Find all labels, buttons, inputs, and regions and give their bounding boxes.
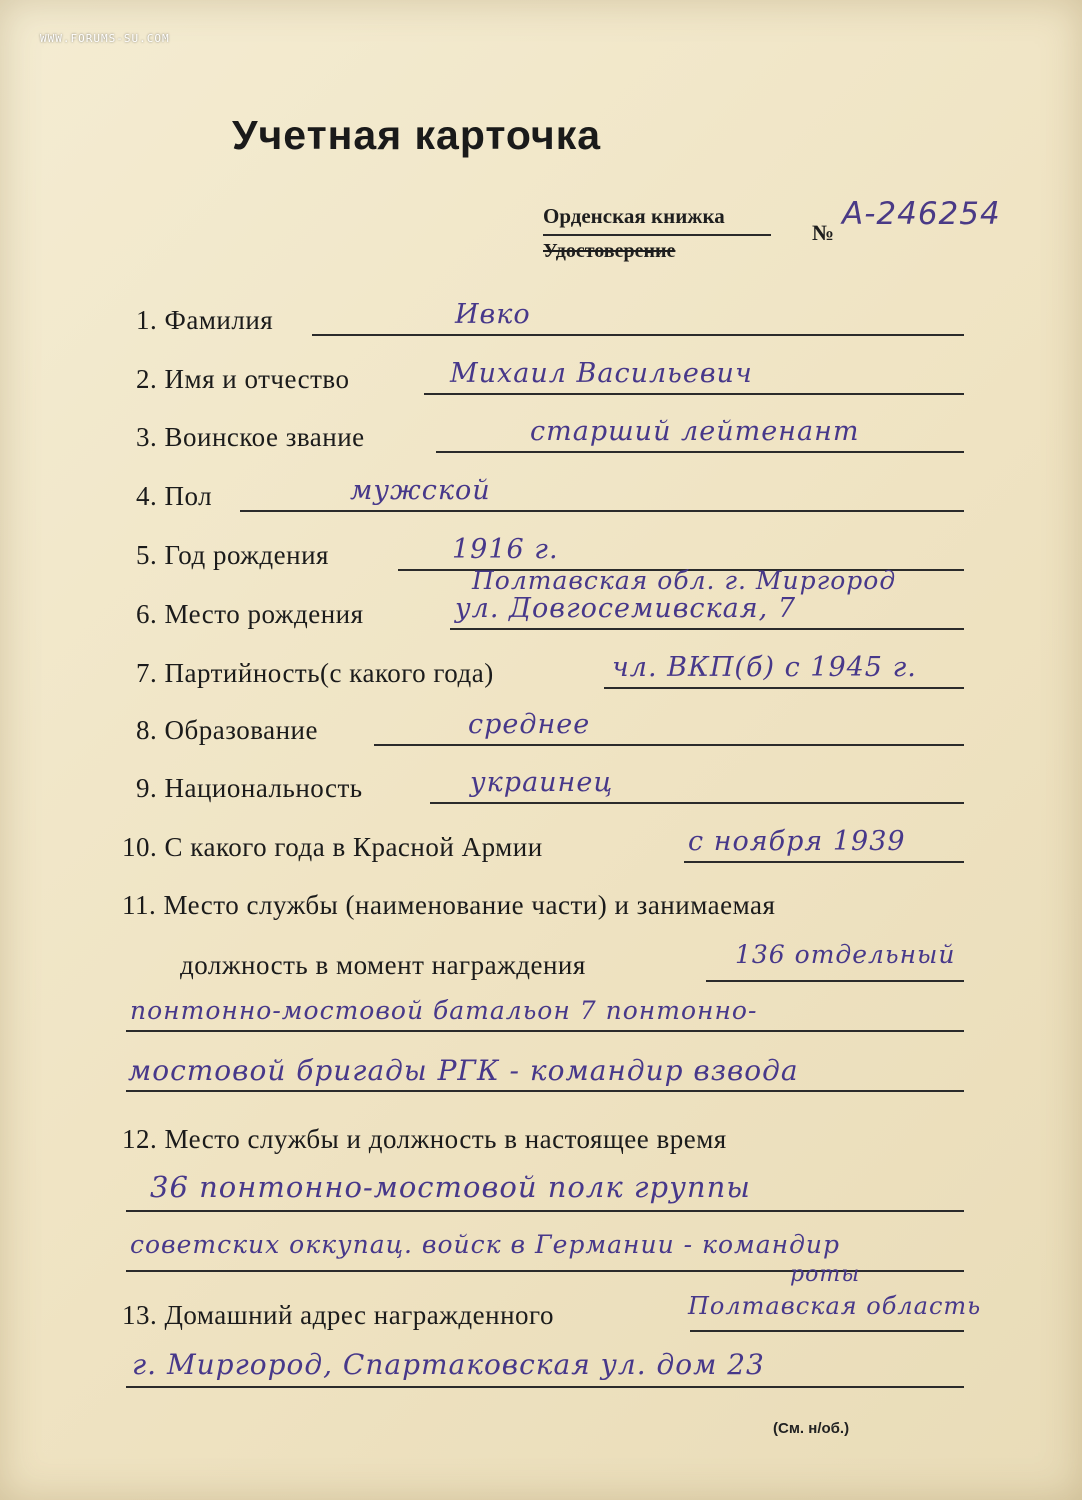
field-row-sex xyxy=(0,466,1082,526)
field-label: 3. Воинское звание xyxy=(136,422,365,452)
field-row-army-since xyxy=(0,817,1082,877)
field11-value3: мостовой бригады РГК - командир взвода xyxy=(128,1054,799,1087)
field11-label-line1: 11. Место службы (наименование части) и занимаемая xyxy=(122,890,776,920)
page-title: Учетная карточка xyxy=(232,112,602,158)
fill-line xyxy=(706,980,964,982)
field12-value1: 36 понтонно-мостовой полк группы xyxy=(150,1170,751,1204)
field12-value2: советских оккупац. войск в Германии - командир xyxy=(130,1230,841,1259)
field-value: ул. Довгосемивская, 7 xyxy=(455,593,796,624)
field-label: 1. Фамилия xyxy=(136,305,274,335)
field-value: с ноября 1939 xyxy=(688,826,906,857)
field-row-education xyxy=(0,700,1082,760)
field12-label-line1: 12. Место службы и должность в настоящее время xyxy=(122,1124,727,1154)
field-label: 7. Партийность(с какого года) xyxy=(136,658,494,688)
field-row-party xyxy=(0,643,1082,703)
fill-line xyxy=(436,451,964,453)
field-value: украинец xyxy=(470,767,614,798)
field-value: мужской xyxy=(350,475,491,506)
fill-line xyxy=(430,802,964,804)
fill-line xyxy=(374,744,964,746)
field-value: среднее xyxy=(468,709,591,740)
fill-line xyxy=(240,510,964,512)
field13-label: 13. Домашний адрес награжденного xyxy=(122,1300,554,1330)
field-value: старший лейтенант xyxy=(530,416,860,447)
doc-type-alt-struck: Удостоверение xyxy=(543,240,676,262)
field-label: 4. Пол xyxy=(136,481,213,511)
field11-label-line2: должность в момент награждения xyxy=(180,950,586,980)
field-label: 9. Национальность xyxy=(136,773,363,803)
fill-line xyxy=(424,393,964,395)
watermark: WWW.FORUMS-SU.COM xyxy=(40,32,170,45)
field-row-surname xyxy=(0,290,1082,350)
fill-line xyxy=(126,1210,964,1212)
field-label: 10. С какого года в Красной Армии xyxy=(122,832,543,862)
field-label: 2. Имя и отчество xyxy=(136,364,350,394)
field-row-nationality xyxy=(0,758,1082,818)
fill-line xyxy=(684,861,964,863)
field-value: 1916 г. xyxy=(452,534,559,565)
doc-type: Орденская книжка xyxy=(543,204,725,228)
field-row-birth-place xyxy=(0,566,1082,644)
fill-line xyxy=(312,334,964,336)
field11-value2: понтонно-мостовой батальон 7 понтонно- xyxy=(130,996,758,1025)
field-row-rank xyxy=(0,407,1082,467)
field11-value1: 136 отдельный xyxy=(735,940,956,969)
fill-line xyxy=(126,1090,964,1092)
field-value: чл. ВКП(б) с 1945 г. xyxy=(612,652,917,683)
field12-value2-above: роты xyxy=(790,1262,861,1287)
field13-value1: Полтавская область xyxy=(688,1292,982,1320)
doc-type-divider xyxy=(543,234,771,236)
fill-line xyxy=(126,1386,964,1388)
fill-line xyxy=(604,687,964,689)
order-book-number: А-246254 xyxy=(842,196,1001,232)
field-value: Ивко xyxy=(455,299,531,330)
footnote: (См. н/об.) xyxy=(773,1420,850,1437)
fill-line xyxy=(126,1030,964,1032)
fill-line xyxy=(690,1330,964,1332)
field-row-name xyxy=(0,349,1082,409)
fill-line xyxy=(450,628,964,630)
number-prefix: № xyxy=(812,220,835,245)
field-value-top: Полтавская обл. г. Миргород xyxy=(472,566,897,595)
field-label: 6. Место рождения xyxy=(136,599,364,629)
field-label: 8. Образование xyxy=(136,715,318,745)
field-label: 5. Год рождения xyxy=(136,540,329,570)
field13-value2: г. Миргород, Спартаковская ул. дом 23 xyxy=(132,1348,765,1381)
field-value: Михаил Васильевич xyxy=(450,358,753,389)
